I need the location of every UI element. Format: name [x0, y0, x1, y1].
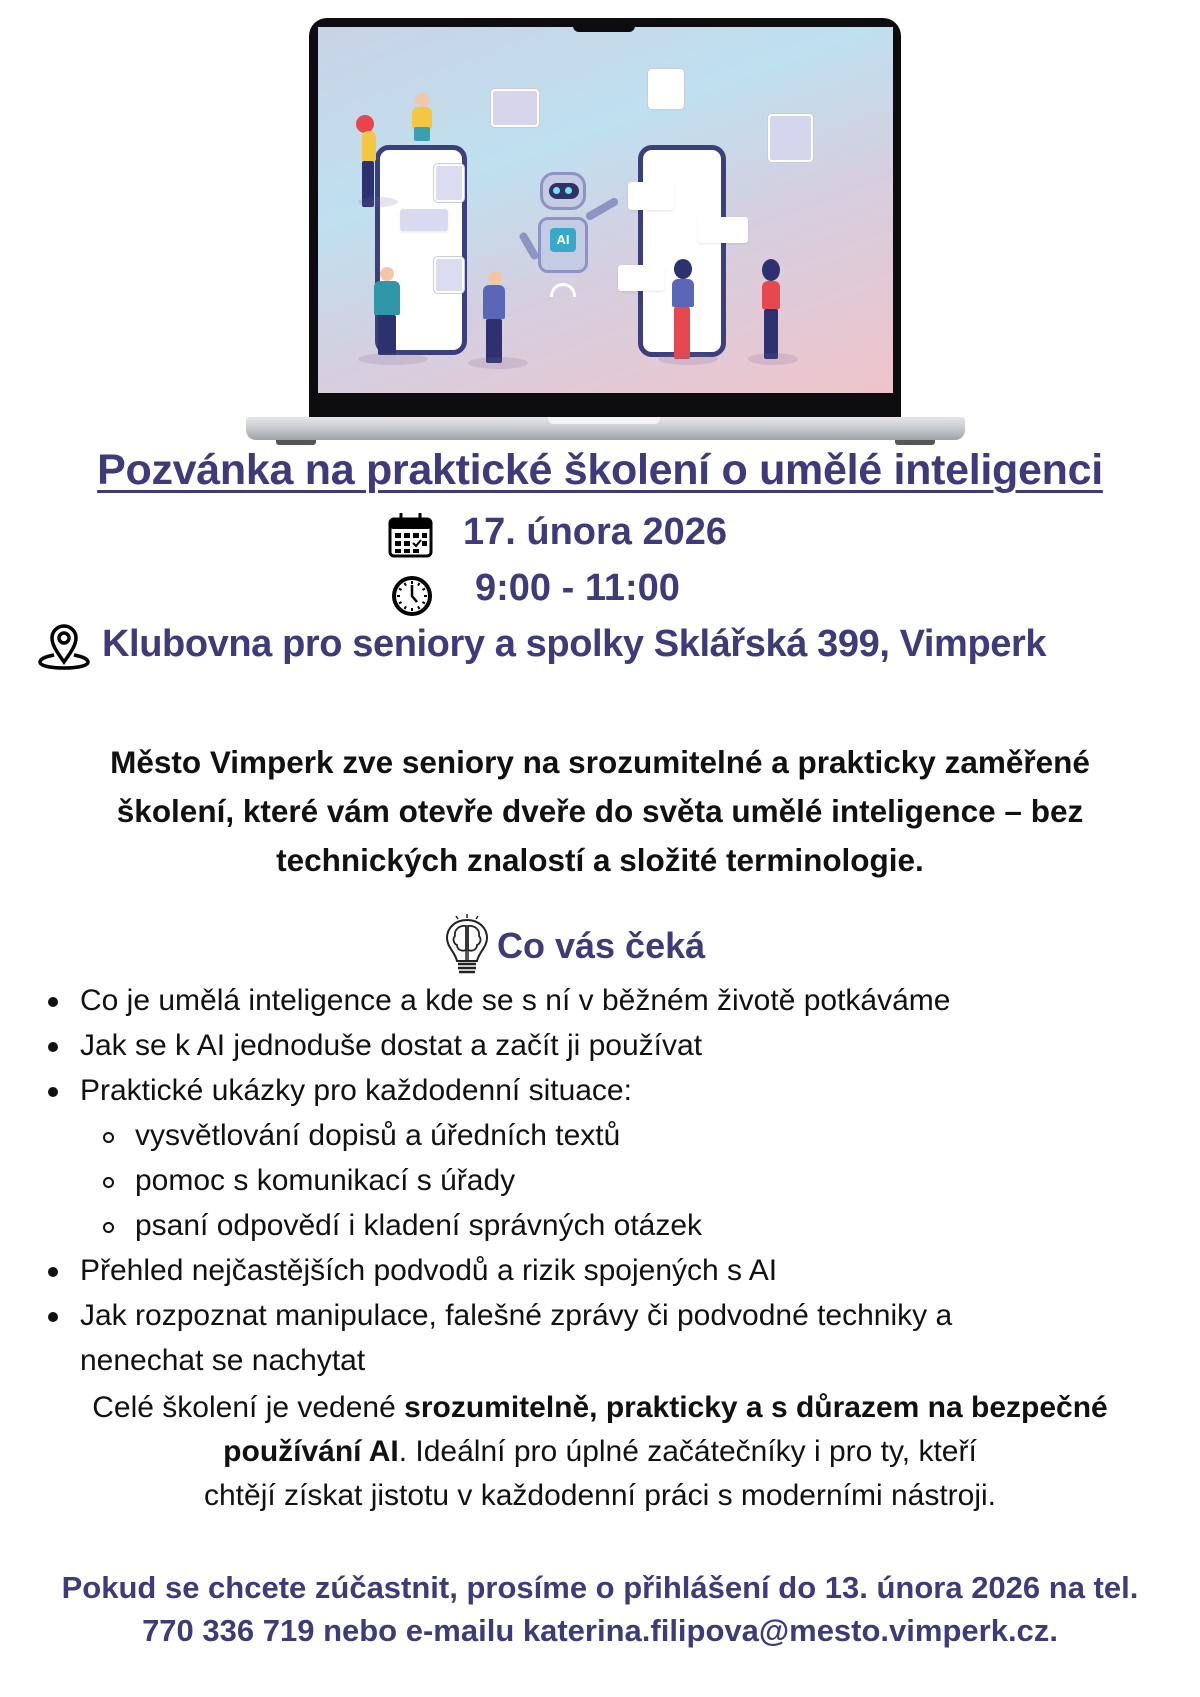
list-item-text: vysvětlování dopisů a úředních textů: [135, 1119, 621, 1152]
sub-list-item: [0, 1113, 1200, 1158]
laptop-foot: [276, 440, 316, 445]
bullet-icon: [48, 1087, 58, 1097]
person-illustration: [762, 281, 780, 309]
email-link[interactable]: katerina.filipova@mesto.vimperk.cz: [522, 1613, 1050, 1648]
bullet-icon: [48, 1042, 58, 1052]
chat-bubble-illustration: [698, 217, 748, 243]
person-illustration: [762, 259, 780, 281]
section-heading: Co vás čeká: [497, 925, 706, 966]
avatar-card-illustration: [768, 114, 813, 162]
shadow-illustration: [658, 353, 718, 365]
closing-line: chtějí získat jistotu v každodenní práci s moderními nástroji.: [203, 1479, 996, 1512]
avatar-card-illustration: [434, 257, 464, 293]
page-title: Pozvánka na praktické školení o umělé inteligenci: [97, 446, 1103, 494]
chat-bubble-illustration: [628, 182, 674, 210]
robot-arm-illustration: [584, 197, 619, 222]
avatar-card-illustration: [434, 164, 464, 202]
person-illustration: [380, 267, 394, 281]
laptop-groove: [548, 417, 660, 424]
closing-text: . Ideální pro úplné začátečníky i pro ty, kteří: [398, 1435, 977, 1468]
list-item-text: psaní odpovědí i kladení správných otázek: [135, 1209, 703, 1242]
shadow-illustration: [748, 353, 798, 365]
laptop-foot: [895, 440, 935, 445]
laptop-screen: [318, 27, 893, 393]
shadow-illustration: [468, 357, 528, 369]
person-illustration: [672, 279, 694, 307]
bullet-icon: [48, 1267, 58, 1277]
closing-line: [20, 1386, 1180, 1430]
event-location: Klubovna pro seniory a spolky Sklářská 399, Vimperk: [102, 623, 1047, 665]
list-item-continuation: [0, 1338, 1200, 1383]
clock-icon: [391, 575, 433, 617]
closing-paragraph: [20, 1386, 1180, 1518]
person-illustration: [764, 309, 778, 359]
hollow-bullet-icon: [103, 1177, 114, 1188]
contact-info: [10, 1566, 1190, 1652]
intro-line: Město Vimperk zve seniory na srozumitelné a prakticky zaměřené: [110, 744, 1090, 780]
registration-line: Pokud se chcete zúčastnit, prosíme o přihlášení do 13. února 2026 na tel.: [61, 1570, 1139, 1605]
avatar-card-illustration: [648, 69, 684, 109]
hollow-bullet-icon: [103, 1222, 114, 1233]
calendar-icon: [388, 513, 433, 558]
laptop-notch: [573, 18, 635, 32]
list-item: [0, 1248, 1200, 1293]
person-illustration: [488, 271, 502, 285]
intro-paragraph: [40, 738, 1160, 885]
chat-bubble-illustration: [618, 265, 664, 291]
phone-number[interactable]: 770 336 719 nebo e-mailu: [142, 1613, 523, 1648]
person-illustration: [412, 107, 432, 129]
lightbulb-brain-icon: [442, 914, 492, 978]
person-illustration: [374, 281, 400, 315]
map-pin-icon: [37, 624, 91, 670]
list-item-text: pomoc s komunikací s úřady: [135, 1164, 516, 1197]
list-item-text: nenechat se nachytat: [80, 1344, 366, 1377]
wifi-icon: [550, 283, 576, 297]
event-date: 17. února 2026: [463, 511, 728, 553]
ai-badge: AI: [550, 228, 576, 252]
intro-line: technických znalostí a složité terminologie.: [276, 842, 924, 878]
event-time: 9:00 - 11:00: [475, 567, 680, 609]
list-item-text: Přehled nejčastějších podvodů a rizik spojených s AI: [80, 1254, 778, 1287]
bullet-icon: [48, 997, 58, 1007]
shadow-illustration: [358, 353, 428, 365]
list-item-text: Jak se k AI jednoduše dostat a začít ji používat: [80, 1029, 703, 1062]
closing-text: Celé školení je vedené: [92, 1391, 405, 1424]
list-item-text: Co je umělá inteligence a kde se s ní v běžném životě potkáváme: [80, 984, 951, 1017]
list-item: [0, 1293, 1200, 1338]
sub-list-item: [0, 1158, 1200, 1203]
list-item: [0, 978, 1200, 1023]
shadow-illustration: [358, 197, 398, 207]
person-illustration: [414, 127, 430, 141]
avatar-card-illustration: [491, 89, 539, 127]
closing-emphasis: používání AI: [223, 1435, 399, 1468]
robot-body-illustration: [538, 217, 588, 273]
chat-bubble-illustration: [400, 209, 448, 231]
sub-list-item: [0, 1203, 1200, 1248]
person-illustration: [362, 131, 376, 161]
robot-head-illustration: [540, 172, 586, 210]
list-item-text: Praktické ukázky pro každodenní situace:: [80, 1074, 632, 1107]
contact-line: [10, 1609, 1190, 1652]
person-illustration: [415, 93, 429, 107]
closing-line: [20, 1430, 1180, 1474]
agenda-list: [0, 978, 1200, 1383]
closing-emphasis: srozumitelně, prakticky a s důrazem na bezpečné: [404, 1391, 1108, 1424]
person-illustration: [483, 285, 505, 319]
person-illustration: [378, 315, 396, 355]
person-illustration: [674, 259, 692, 279]
bullet-icon: [48, 1312, 58, 1322]
robot-arm-illustration: [518, 231, 540, 261]
punctuation: .: [1049, 1613, 1058, 1648]
list-item: [0, 1023, 1200, 1068]
intro-line: školení, které vám otevře dveře do světa umělé inteligence – bez: [116, 793, 1084, 829]
hollow-bullet-icon: [103, 1132, 114, 1143]
person-illustration: [674, 307, 690, 359]
list-item-text: Jak rozpoznat manipulace, falešné zprávy či podvodné techniky a: [80, 1299, 953, 1332]
list-item: [0, 1068, 1200, 1113]
